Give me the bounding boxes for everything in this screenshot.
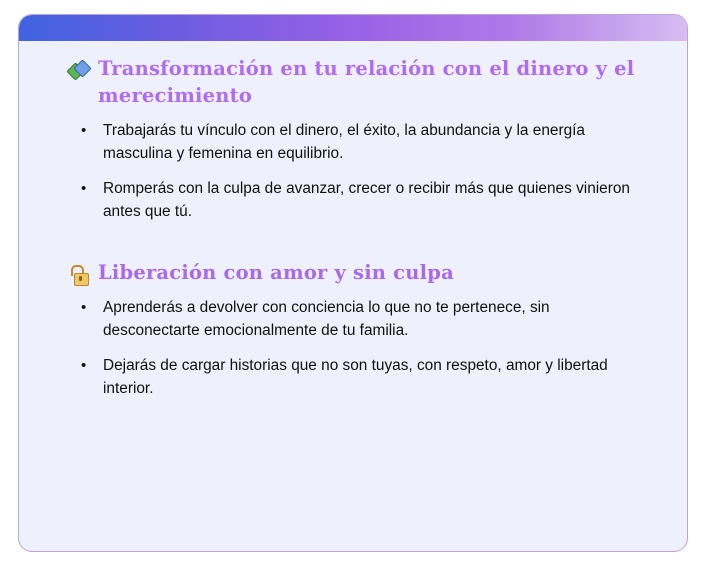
slide	[18, 14, 688, 552]
bullet-list	[41, 119, 665, 223]
slide-top-accent-bar	[19, 15, 687, 41]
bullet-list	[41, 296, 665, 400]
section-heading-text: Liberación con amor y sin culpa	[98, 261, 454, 284]
section-heading-text: Transformación en tu relación con el dinero y el merecimiento	[98, 57, 635, 107]
money-exchange-icon	[69, 61, 89, 81]
section-heading-row	[41, 259, 665, 286]
section-heading-row	[41, 55, 665, 109]
list-item: • Trabajarás tu vínculo con el dinero, el éxito, la abundancia y la energía masculina y femenina en equilibrio.	[103, 119, 635, 165]
section-liberation	[41, 259, 665, 400]
section-money-relationship	[41, 55, 665, 223]
list-item: • Romperás con la culpa de avanzar, crecer o recibir más que quienes vinieron antes que tú.	[103, 177, 635, 223]
open-padlock-icon	[69, 265, 89, 285]
list-item: • Dejarás de cargar historias que no son tuyas, con respeto, amor y libertad interior.	[103, 354, 635, 400]
section-spacer	[41, 235, 665, 259]
list-item: • Aprenderás a devolver con conciencia lo que no te pertenece, sin desconectarte emocionalmente de tu familia.	[103, 296, 635, 342]
slide-content	[19, 41, 687, 551]
